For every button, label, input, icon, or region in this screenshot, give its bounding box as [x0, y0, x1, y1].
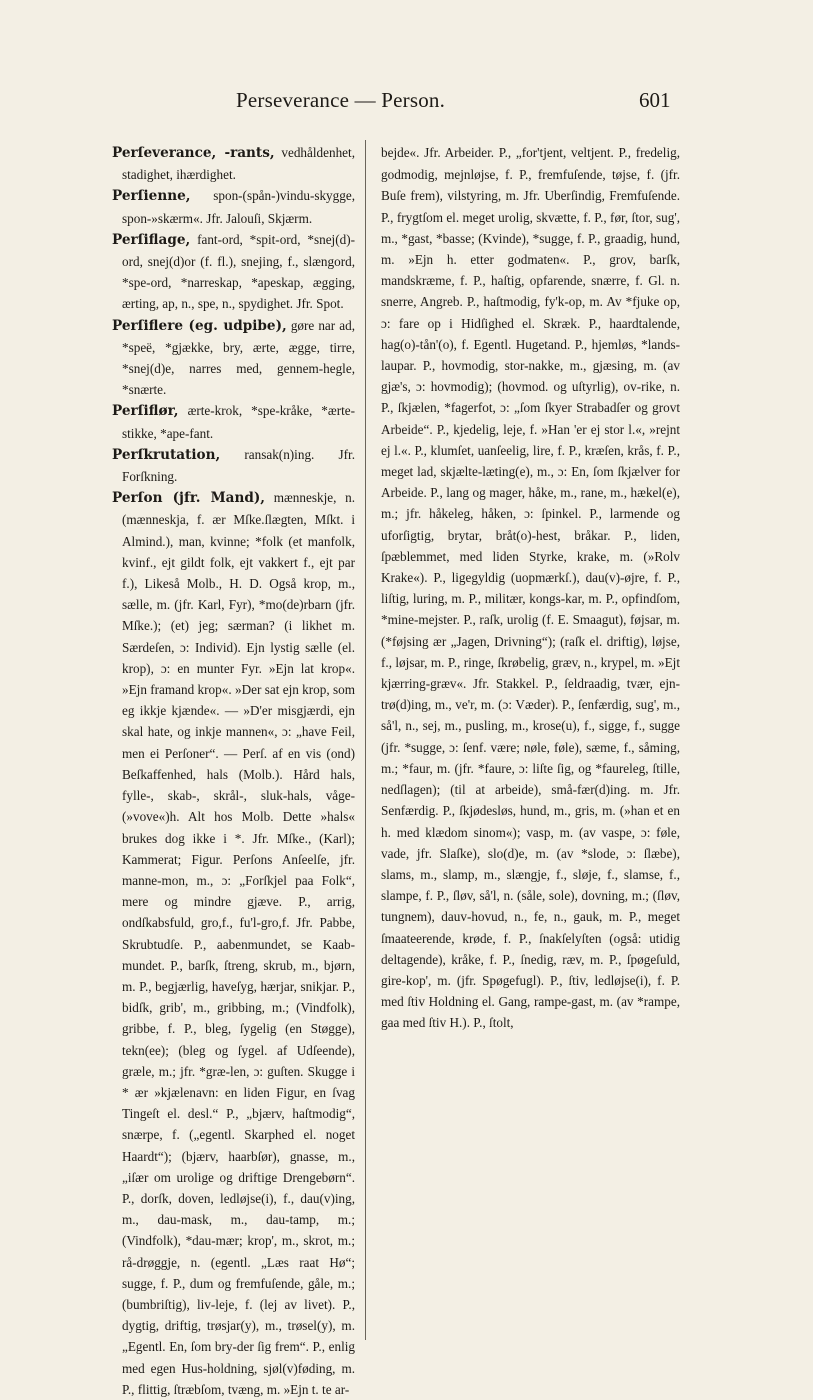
definition: vedhåldenhet, stadighet, ihærdighet.	[122, 145, 355, 183]
dictionary-entry	[112, 229, 355, 315]
right-column	[381, 142, 680, 1034]
definition: fant-ord, *spit-ord, *snej(d)-ord, snej(d)or (f. fl.), snejing, f., slængord, *spe-ord, *narreskap, *apeskap, ægging, ærting, ap, n., spe, n., spydighet. Jfr. Spot.	[122, 231, 355, 312]
dictionary-entry	[112, 444, 355, 487]
definition: spon-(spån-)vindu-skygge, spon-»skærm«. Jfr. Jalouſi, Skjærm.	[122, 188, 355, 226]
definition: bejde«. Jfr. Arbeider. P., „for'tjent, veltjent. P., fredelig, godmodig, mejnløjse, f. P., fremfuſende, tøjse, f. (jfr. Buſe frem), vilstyring, m. Jfr. Uberſindig, Fremfuſende. P., frygtſom el. meget urolig, skvætte, f. P., før, ſtor, sug', m., *gast, *basse; (Kvinde), *sugge, f. P., graadig, hund, m. »Ejn h. etter godmaten«. P., grov, barſk, mandskræme, f. P., haſtig, opfarende, snærre, f. Gl. n. snerre, Angreb. P., haſtmodig, fy'k-op, m. Av *fjuke op, ɔ: fare op i Hidſighed el. Skræk. P., haardtalende, hag(o)-tån'(o), f. Egentl. Hugetand. P., hjemløs, *lands-laupar. P., hovmodig, stor-nakke, m., gjæsing, m. (av gjæ's, ɔ: hovmodig); (hovmod. og uſtyrlig), ov-rike, n. P., ſkjælen, *fagerfot, ɔ: „ſom ſkyer Strabadſer og grovt Arbeide“. P., kjedelig, leje, f. »Han 'er ej stor l.«, »rejnt ej l.«. P., klumſet, uanſeelig, lire, f. P., kræſen, krås, f. P., meget lad, skjælte-læting(e), m., ɔ: En, ſom ſkjælver for Arbeide. P., lang og mager, håke, m., rane, m., hækel(e), m.; jfr. håkeleg, håken, ɔ: ſpinkel. P., larmende og uforſigtig, brytar, bråt(o)-hest, bråkar. P., liden, ſpæblemmet, med liden Styrke, krake, m. (»Rolv Krake«). P., ligegyldig (uopmærkſ.), dau(v)-øjre, f. P., liſtig, luring, m. P., militær, kongs-kar, m. P., opfindſom, *mine-mejster. P., raſk, urolig (f. E. Smaagut), føjsar, m. (*føjsing ær „Jagen, Drivning“); (raſk el. driftig), løjse, f., løjsar, m. P., ringe, ſkrøbelig, græv, n., krypel, m. »Ejt kjærring-græv«. Jfr. Stakkel. P., ſeldraadig, tvær, ejn-trø(d)ing, m., ve'r, m. (ɔ: Væder). P., ſenfærdig, sug', m., så'l, n., sej, m., pusling, m., krose(u), f., sigge, f., sugge (jfr. *sugge, ɔ: ſenf. være; nøle, føle), sæme, f., såming, m.; *faur, m. (jfr. *faure, ɔ: liſte ſig, og *faureleg, ſtille, nedſlagen); (til at arbeide), små-fær(d)ing. m. Jfr. Senfærdig. P., ſkjødesløs, hund, m., gris, m. (»han et en h. med klædom sinom«); vasp, m. (av vaspe, ɔ: føle, vade, jfr. Slaſke), slo(d)e, m. (av *slode, ɔ: ſlæbe), slams, m., slamp, m., slængje, f., sløje, f., slamse, f., slampe, f. P., ſløv, så'l, n. (såle, sole), dovning, m.; (ſløv, tungnem), dauv-hovud, n., fe, n., gauk, m. P., meget ſmaateerende, krøde, f. P., ſnakſelyſten (også: utidig deltagende), kråke, f. P., ſnedig, ræv, m. P., ſpøgeſuld, gire-kop', m. (jfr. Spøgefugl). P., ſtiv, ledløjse(i), f. P. med ſtiv Holdning el. Gang, rampe-gast, m. (av *rampe, gaa med ſtiv H.). P., ſtolt,	[381, 145, 680, 1031]
running-title: Perseverance — Person.	[236, 88, 446, 112]
dictionary-entry	[112, 142, 355, 185]
headword: Perſiflage,	[112, 231, 191, 248]
dictionary-entry	[112, 487, 355, 1400]
column-divider	[365, 140, 366, 1340]
definition: ransak(n)ing. Jfr. Forſkning.	[122, 446, 355, 485]
dictionary-entry	[112, 185, 355, 228]
dictionary-entry-continued	[381, 142, 680, 1034]
dictionary-entry	[112, 315, 355, 401]
definition: ærte-krok, *spe-kråke, *ærte-stikke, *ape-fant.	[122, 403, 355, 441]
headword: Perſiflere (eg. udpibe),	[112, 317, 287, 334]
headword: Perſkrutation,	[112, 446, 221, 463]
page-header	[0, 88, 813, 122]
page-number: 601	[639, 88, 671, 112]
headword: Perſon (jfr. Mand),	[112, 490, 266, 507]
dictionary-entry	[112, 400, 355, 443]
headword: Perſienne,	[112, 188, 191, 205]
left-column	[112, 142, 355, 1400]
headword: Perſiflør,	[112, 403, 179, 420]
definition: gøre nar ad, *speë, *gjække, bry, ærte, ægge, tirre, *snej(d)e, narres med, gennem-hegle, *snærte.	[122, 317, 355, 398]
headword: Perſeverance, -rants,	[112, 145, 275, 161]
definition: mænneskje, n. (mænneskja, f. ær Mſke.ſlægten, Mſkt. i Almind.), man, kvinne; *folk (et manfolk, kvinf., ejt gildt folk, ejt vakkert f., ejt par f.), Likeså Molb., H. D. Også krop, m., sælle, m. (jfr. Karl, Fyr), *mo(de)rbarn (jfr. Mſke.); (et) jeg; særman? (i likhet m. Særdeſen, ɔ: Individ). Ejn lystig sælle (el. krop), ɔ: en munter Fyr. »Ejn lat krop«. »Ejn framand krop«. »Der sat ejn krop, som eg ikkje kjænde«. — »D'er misgjærdi, ejn skal hate, og inkje mannen«, ɔ: „have Feil, men ei Perſoner“. — Perſ. af en vis (ond) Beſkaffenhed, hals (Molb.). Hård hals, fylle-, skab-, skrål-, sluk-hals, våge-(»vove«)h. Alt hos Molb. Dette »hals« brukes dog ikke i *. Jfr. Mſke., (Karl); Kammerat; Figur. Perſons Anſeelſe, jfr. manne-mon, m., ɔ: „Forſkjel paa Folk“, mere og mindre gjæve. P., arrig, ondſkabsfuld, gro,f., fu'l-gro,f. Jfr. Pabbe, Skrubtudſe. P., aabenmundet, se Kaab-mundet. P., barſk, ſtreng, skrub, m., bjørn, m. P., begjærlig, haveſyg, hærjar, snikjar. P., bidſk, grib', m., gribbing, m.; (Vindfolk), gribbe, f. P., bleg, ſygelig (en Støgge), tekn(ee); (bleg og ſygel. af Udſeende), græle, m.; jfr. *græ-len, ɔ: guſten. Skugge i * ær »kjælenavn: en liden Figur, en ſvag Tingeſt el. desl.“ P., „bjærv, haſtmodig“, snærpe, f. („egentl. Skarphed el. noget Haardt“); (bjærv, haarbſør), gnasse, m., „iſær om urolige og driftige Drengebørn“. P., dorſk, doven, ledløjse(i), f., dau(v)ing, m., dau-mask, m., dau-tamp, m.; (Vindfolk), *dau-mær; krop', m., skrot, m.; rå-drøggje, n. (egentl. „Læs raat Hø“; sugge, f. P., dum og fremfuſende, gåle, m.; (bumbriſtig), liv-leje, f. (lej av livet). P., dygtig, driftig, trøsjar(y), m., trøsel(y), m. „Egentl. En, ſom bry-der ſig frem“. P., enlig med egen Hus-holdning, sjøl(v)føding, m. P., flittig, ſtræbſom, tvæng, m. »Ejn t. te ar-	[122, 490, 355, 1397]
